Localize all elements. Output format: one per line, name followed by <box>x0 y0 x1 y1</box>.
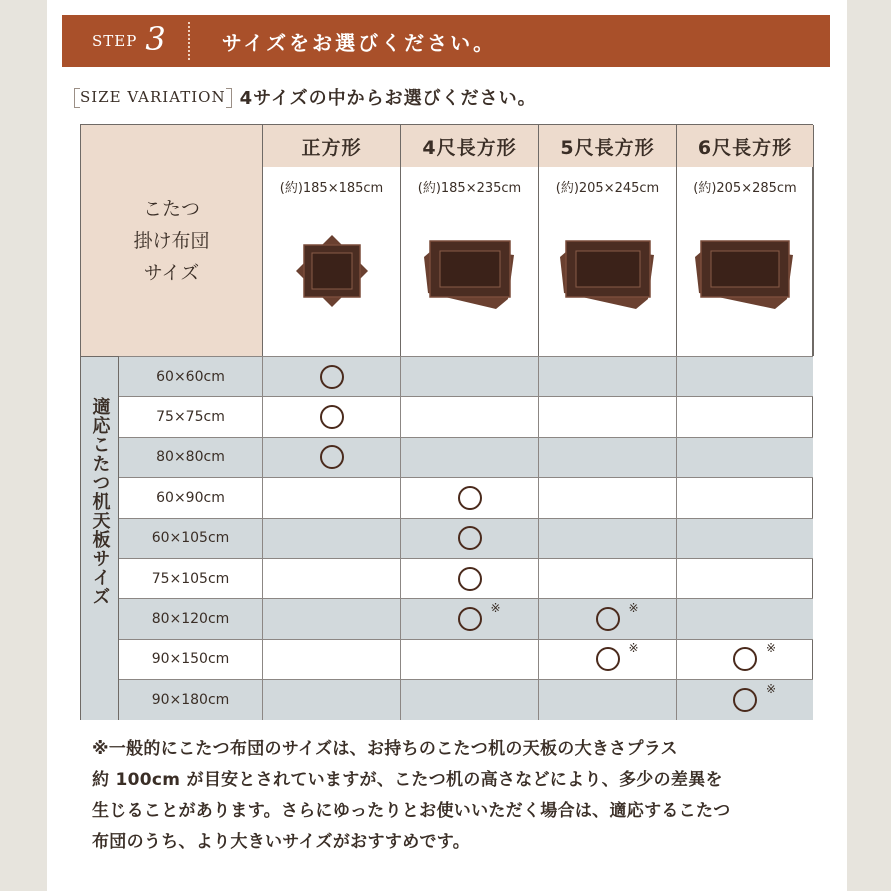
table-size-label: 90×150cm <box>119 640 263 679</box>
table-size-label: 80×120cm <box>119 599 263 638</box>
table-cell <box>263 478 401 517</box>
table-cell <box>677 680 813 719</box>
table-cell <box>677 478 813 517</box>
table-row <box>119 437 813 477</box>
size-dimensions: (約)205×245cm <box>555 181 660 196</box>
table-cell <box>677 438 813 477</box>
size-name: 正方形 <box>263 125 400 167</box>
table-cell <box>263 357 401 396</box>
size-name: 4尺長方形 <box>401 125 538 167</box>
fit-circle-mark <box>320 445 344 469</box>
table-row <box>119 518 813 558</box>
table-cell <box>539 599 677 638</box>
fit-circle-mark <box>596 641 639 671</box>
table-cell <box>263 680 401 719</box>
fit-circle-mark <box>458 601 501 631</box>
table-row <box>119 639 813 679</box>
table-cell <box>263 559 401 598</box>
subtitle-japanese: 4サイズの中からお選びください。 <box>239 88 537 109</box>
kotatsu-futon-image <box>695 221 795 321</box>
table-cell <box>401 478 539 517</box>
table-size-label: 80×80cm <box>119 438 263 477</box>
banner-title: サイズをお選びください。 <box>221 30 497 55</box>
table-cell <box>539 680 677 719</box>
table-cell <box>677 559 813 598</box>
table-cell <box>263 438 401 477</box>
side-label: 適応こたつ机天板サイズ <box>89 397 111 606</box>
size-name: 6尺長方形 <box>677 125 813 167</box>
step-number: 3 <box>145 20 166 58</box>
table-cell <box>263 599 401 638</box>
table-size-label: 60×60cm <box>119 357 263 396</box>
header-label-cell <box>81 125 263 356</box>
note-asterisk: ※ <box>766 681 777 696</box>
table-size-label: 60×90cm <box>119 478 263 517</box>
size-dimensions: (約)185×235cm <box>417 181 522 196</box>
size-column-2 <box>401 125 539 356</box>
table-cell <box>401 397 539 436</box>
table-cell <box>401 640 539 679</box>
fit-circle-mark <box>320 365 344 389</box>
footnote <box>92 734 808 858</box>
table-cell <box>401 357 539 396</box>
table-row <box>119 558 813 598</box>
note-asterisk: ※ <box>628 641 639 656</box>
footnote-line: 布団のうち、より大きいサイズがおすすめです。 <box>92 832 471 852</box>
kotatsu-futon-image <box>282 221 382 321</box>
table-cell <box>677 519 813 558</box>
table-cell <box>401 680 539 719</box>
kotatsu-futon-image <box>558 221 658 321</box>
table-cell <box>539 438 677 477</box>
table-cell <box>539 640 677 679</box>
table-cell <box>401 519 539 558</box>
fit-circle-mark <box>458 567 482 591</box>
size-table <box>80 124 813 720</box>
fit-circle-mark <box>320 405 344 429</box>
table-row <box>119 679 813 719</box>
size-dimensions: (約)185×185cm <box>279 181 384 196</box>
fit-circle-mark <box>458 486 482 510</box>
table-cell <box>401 559 539 598</box>
table-cell <box>677 640 813 679</box>
size-column-3 <box>539 125 677 356</box>
table-row <box>119 477 813 517</box>
step-banner <box>62 15 830 67</box>
table-size-label: 90×180cm <box>119 680 263 719</box>
subtitle-english: SIZE VARIATION <box>74 88 232 106</box>
table-cell <box>677 357 813 396</box>
section-subtitle <box>74 84 537 110</box>
footnote-line: 約 100cm が目安とされていますが、こたつ机の高さなどにより、多少の差異を <box>92 770 723 790</box>
table-size-label: 75×75cm <box>119 397 263 436</box>
size-column-1 <box>263 125 401 356</box>
fit-circle-mark <box>458 526 482 550</box>
footnote-line: 生じることがあります。さらにゆったりとお使いいただく場合は、適応するこたつ <box>92 801 731 821</box>
fit-circle-mark <box>733 681 777 712</box>
step-label: STEP <box>92 32 138 50</box>
table-cell <box>677 397 813 436</box>
note-asterisk: ※ <box>766 641 777 656</box>
size-name: 5尺長方形 <box>539 125 676 167</box>
table-cell <box>539 559 677 598</box>
note-asterisk: ※ <box>490 601 501 616</box>
kotatsu-futon-image <box>420 221 520 321</box>
fit-circle-mark <box>733 641 777 671</box>
table-row <box>119 356 813 396</box>
size-dimensions: (約)205×285cm <box>693 181 797 196</box>
table-row <box>119 598 813 638</box>
table-row <box>119 396 813 436</box>
table-cell <box>263 397 401 436</box>
fit-circle-mark <box>596 601 639 631</box>
table-cell <box>263 519 401 558</box>
side-label-cell <box>81 356 119 720</box>
table-cell <box>539 357 677 396</box>
table-cell <box>401 599 539 638</box>
size-column-4 <box>677 125 814 356</box>
footnote-line: ※一般的にこたつ布団のサイズは、お持ちのこたつ机の天板の大きさプラス <box>92 739 678 759</box>
header-label: こたつ 掛け布団 サイズ <box>133 197 210 284</box>
note-asterisk: ※ <box>628 601 639 616</box>
table-cell <box>401 438 539 477</box>
table-cell <box>263 640 401 679</box>
table-size-label: 75×105cm <box>119 559 263 598</box>
banner-divider <box>188 22 190 60</box>
table-cell <box>677 599 813 638</box>
table-size-label: 60×105cm <box>119 519 263 558</box>
table-cell <box>539 519 677 558</box>
table-cell <box>539 397 677 436</box>
table-cell <box>539 478 677 517</box>
